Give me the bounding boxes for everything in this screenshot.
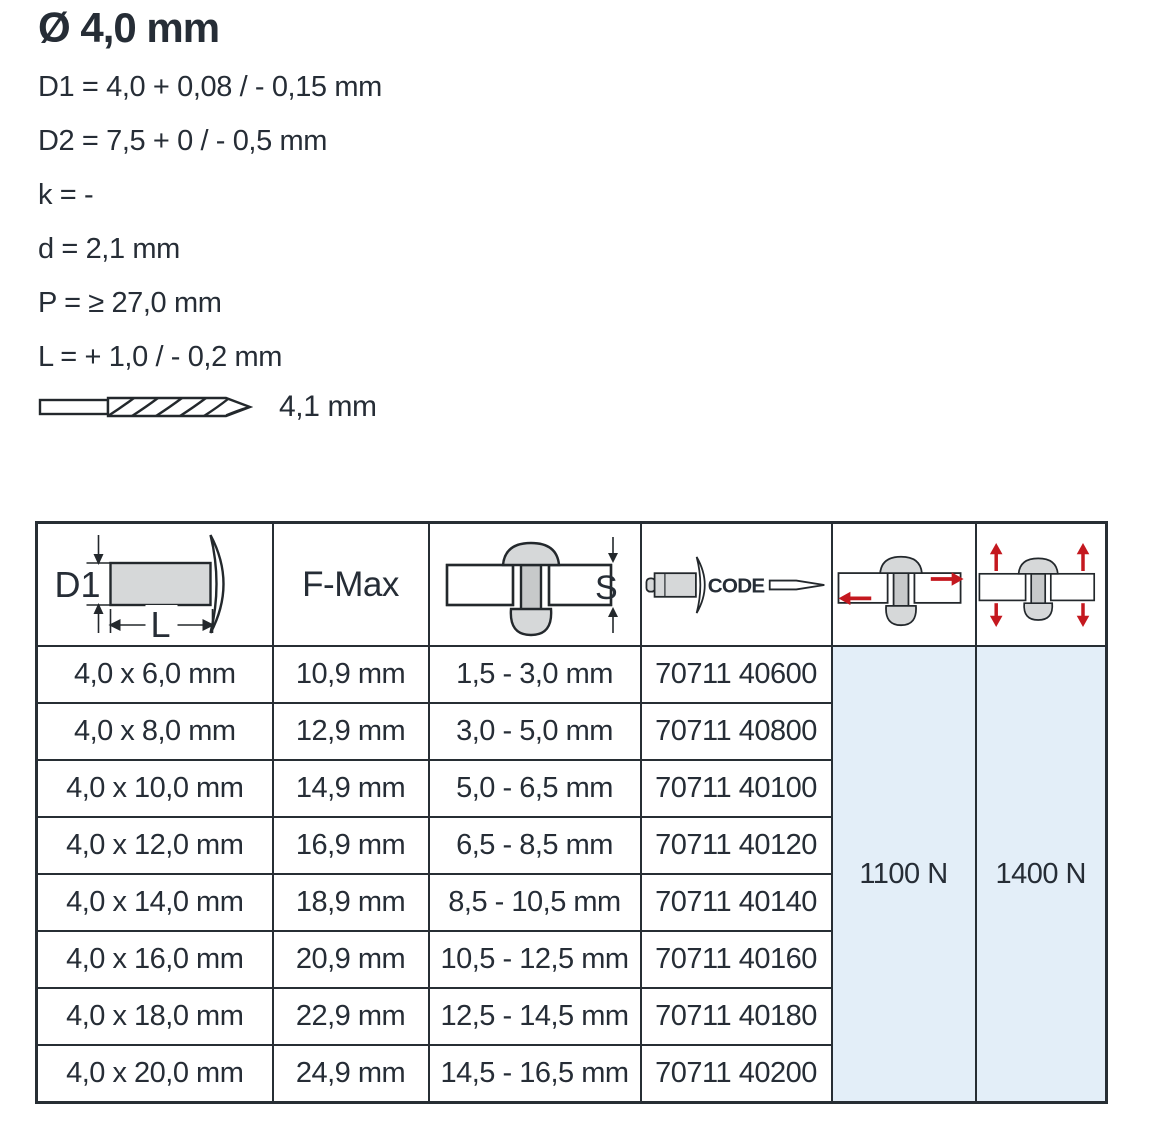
cell-grip: 8,5 - 10,5 mm xyxy=(429,874,641,931)
cell-code: 70711 40160 xyxy=(641,931,832,988)
cell-fmax: 12,9 mm xyxy=(273,703,429,760)
header-code xyxy=(641,523,832,647)
cell-fmax: 22,9 mm xyxy=(273,988,429,1045)
spec-line-d: d = 2,1 mm xyxy=(38,232,180,265)
cell-size: 4,0 x 6,0 mm xyxy=(37,646,273,703)
table-row xyxy=(37,646,1107,703)
cell-grip: 10,5 - 12,5 mm xyxy=(429,931,641,988)
drill-bit-icon xyxy=(38,391,253,423)
tensile-strength-value: 1400 N xyxy=(976,646,1107,1103)
cell-code: 70711 40180 xyxy=(641,988,832,1045)
tensile-strength-icon xyxy=(978,539,1104,631)
cell-size: 4,0 x 12,0 mm xyxy=(37,817,273,874)
d1-label: D1 xyxy=(54,563,101,605)
cell-code: 70711 40600 xyxy=(641,646,832,703)
fmax-label: F-Max xyxy=(302,565,399,604)
cell-fmax: 16,9 mm xyxy=(273,817,429,874)
cell-code: 70711 40140 xyxy=(641,874,832,931)
spec-line-p: P = ≥ 27,0 mm xyxy=(38,286,222,319)
cell-grip: 6,5 - 8,5 mm xyxy=(429,817,641,874)
cell-fmax: 18,9 mm xyxy=(273,874,429,931)
s-label: S xyxy=(594,568,618,607)
spec-line-d2: D2 = 7,5 + 0 / - 0,5 mm xyxy=(38,124,327,157)
header-grip-range xyxy=(429,523,641,647)
table-header-row xyxy=(37,523,1107,647)
spec-line-l: L = + 1,0 / - 0,2 mm xyxy=(38,340,282,373)
cell-size: 4,0 x 18,0 mm xyxy=(37,988,273,1045)
cell-size: 4,0 x 20,0 mm xyxy=(37,1045,273,1103)
rivet-dimension-icon xyxy=(50,529,260,641)
cell-size: 4,0 x 16,0 mm xyxy=(37,931,273,988)
cell-code: 70711 40200 xyxy=(641,1045,832,1103)
drill-diameter-value: 4,1 mm xyxy=(279,390,377,423)
cell-grip: 5,0 - 6,5 mm xyxy=(429,760,641,817)
header-fmax xyxy=(273,523,429,647)
cell-fmax: 20,9 mm xyxy=(273,931,429,988)
cell-grip: 14,5 - 16,5 mm xyxy=(429,1045,641,1103)
cell-size: 4,0 x 10,0 mm xyxy=(37,760,273,817)
rivet-code-icon xyxy=(644,554,829,616)
cell-grip: 1,5 - 3,0 mm xyxy=(429,646,641,703)
cell-size: 4,0 x 14,0 mm xyxy=(37,874,273,931)
cell-fmax: 24,9 mm xyxy=(273,1045,429,1103)
cell-size: 4,0 x 8,0 mm xyxy=(37,703,273,760)
cell-fmax: 10,9 mm xyxy=(273,646,429,703)
spec-line-k: k = - xyxy=(38,178,94,211)
cell-grip: 12,5 - 14,5 mm xyxy=(429,988,641,1045)
cell-code: 70711 40800 xyxy=(641,703,832,760)
shear-strength-value: 1100 N xyxy=(832,646,976,1103)
cell-fmax: 14,9 mm xyxy=(273,760,429,817)
grip-range-icon xyxy=(445,529,625,641)
cell-code: 70711 40120 xyxy=(641,817,832,874)
spec-line-d1: D1 = 4,0 + 0,08 / - 0,15 mm xyxy=(38,70,382,103)
rivet-spec-table xyxy=(35,521,1108,1104)
spec-list xyxy=(38,60,382,384)
code-label: CODE xyxy=(707,573,764,597)
header-tensile-strength xyxy=(976,523,1107,647)
drill-diameter-row xyxy=(38,390,377,424)
l-label: L xyxy=(150,603,171,641)
cell-code: 70711 40100 xyxy=(641,760,832,817)
cell-grip: 3,0 - 5,0 mm xyxy=(429,703,641,760)
header-shear-strength xyxy=(832,523,976,647)
shear-strength-icon xyxy=(837,542,971,628)
page-title: Ø 4,0 mm xyxy=(38,4,220,51)
header-dimensions xyxy=(37,523,273,647)
